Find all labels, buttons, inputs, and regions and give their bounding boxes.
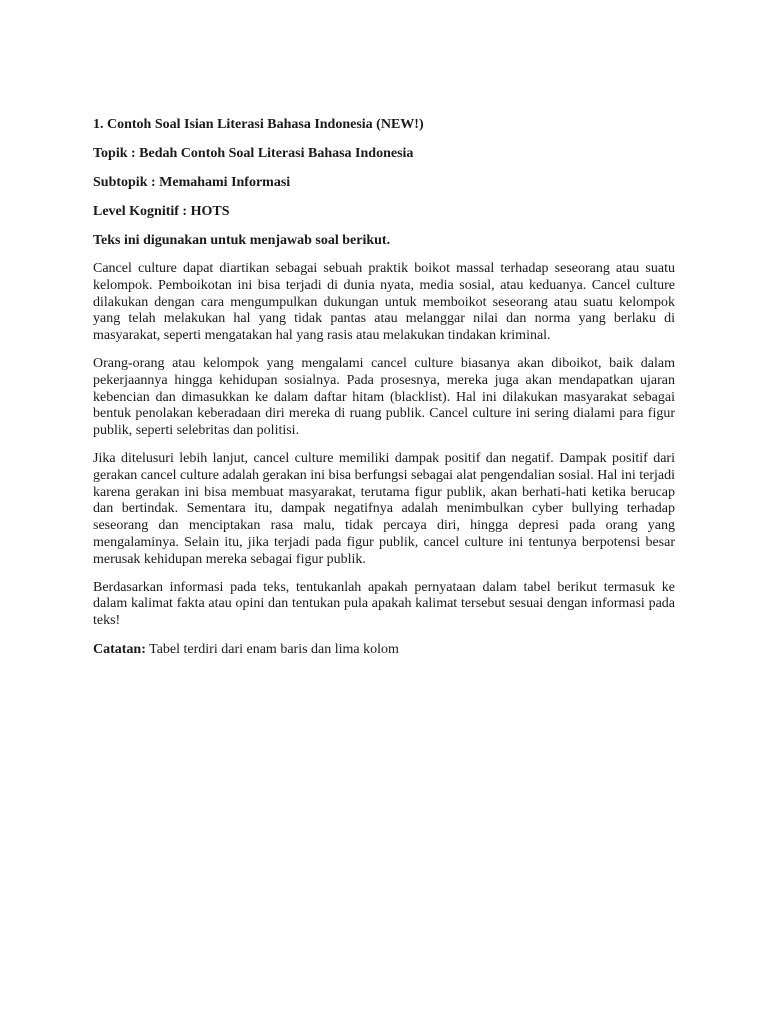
paragraph-1: Cancel culture dapat diartikan sebagai sebuah praktik boikot massal terhadap seseorang atau suatu kelompok. Pemboikotan ini bisa terjadi di dunia nyata, media sosial, atau keduanya. Cancel culture dilakukan dengan cara mengumpulkan dukungan untuk memboikot seseorang atau suatu kelompok yang telah melakukan hal yang tidak pantas atau melanggar nilai dan norma yang berlaku di masyarakat, seperti mengatakan hal yang rasis atau melakukan tindakan kriminal. [93, 261, 675, 344]
paragraph-4: Berdasarkan informasi pada teks, tentukanlah apakah pernyataan dalam tabel berikut termasuk ke dalam kalimat fakta atau opini dan tentukan pula apakah kalimat tersebut sesuai dengan informasi pada teks! [93, 579, 675, 629]
subtopic-line: Subtopik : Memahami Informasi [93, 175, 291, 190]
level-line: Level Kognitif : HOTS [93, 204, 230, 219]
note-label: Catatan: [93, 641, 146, 657]
note-line [93, 641, 675, 659]
document-page [93, 116, 675, 659]
note-text: Tabel terdiri dari enam baris dan lima kolom [145, 641, 399, 657]
document-title: 1. Contoh Soal Isian Literasi Bahasa Indonesia (NEW!) [93, 117, 424, 132]
paragraph-2: Orang-orang atau kelompok yang mengalami cancel culture biasanya akan diboikot, baik dalam pekerjaannya hingga kehidupan sosialnya. Pada prosesnya, mereka juga akan mendapatkan ujaran kebencian dan dimasukkan ke dalam daftar hitam (blacklist). Hal ini dilakukan masyarakat sebagai bentuk penolakan keberadaan diri mereka di ruang publik. Cancel culture ini sering dialami para figur publik, seperti selebritas dan politisi. [93, 355, 675, 439]
topic-line: Topik : Bedah Contoh Soal Literasi Bahasa Indonesia [93, 146, 414, 161]
paragraph-3: Jika ditelusuri lebih lanjut, cancel culture memiliki dampak positif dan negatif. Dampak positif dari gerakan cancel culture adalah gerakan ini bisa berfungsi sebagai alat pengendalian sosial. Hal ini terjadi karena gerakan ini bisa membuat masyarakat, terutama figur publik, akan berhati-hati ketika berucap dan bertindak. Sementara itu, dampak negatifnya adalah menimbulkan cyber bullying terhadap seseorang dan menciptakan rasa malu, tidak percaya diri, hingga depresi pada orang yang mengalaminya. Selain itu, jika terjadi pada figur publik, cancel culture ini tentunya berpotensi besar merusak kehidupan mereka sebagai figur publik. [93, 450, 675, 567]
instruction-line: Teks ini digunakan untuk menjawab soal berikut. [93, 233, 391, 248]
